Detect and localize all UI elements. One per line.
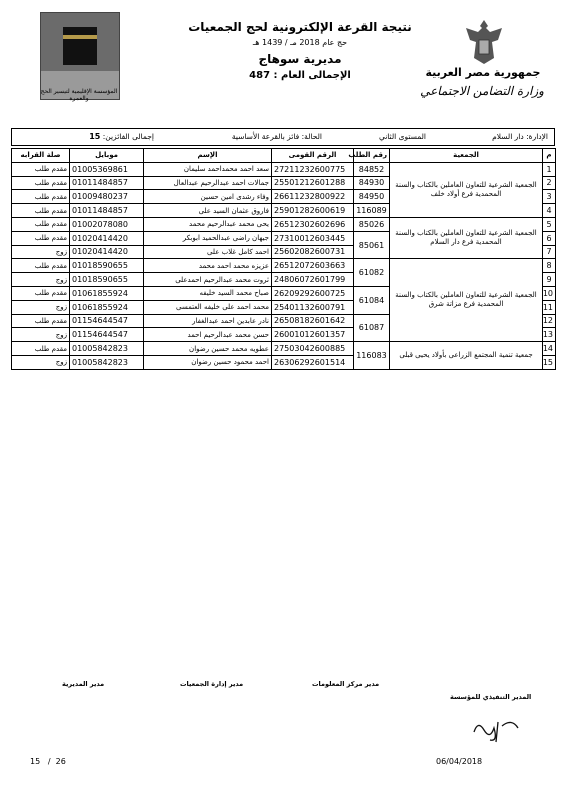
relation: مقدم طلب [12,162,70,176]
relation: زوج [12,273,70,287]
request-number: 61084 [354,286,390,314]
request-number: 61082 [354,259,390,287]
hajj-logo [40,12,120,100]
col-header-serial: م [543,149,556,163]
relation: مقدم طلب [12,259,70,273]
person-name: ثروت محمد عبدالرحيم احمدعلى [144,273,272,287]
mobile-number: 01061855924 [70,300,144,314]
national-id: 26611232800922 [272,190,354,204]
row-number: 13 [543,328,556,342]
admin-value: دار السلام [492,132,524,141]
relation: مقدم طلب [12,342,70,356]
page-title: نتيجة القرعة الإلكترونية لحج الجمعيات [188,20,412,34]
national-id: 25602082600731 [272,245,354,259]
ministry-name: وزارة التضامن الاجتماعي [420,84,544,98]
directorate-name: مديرية سوهاج [258,52,342,66]
level-value: الثاني [378,132,397,141]
request-number: 61087 [354,314,390,342]
row-number: 8 [543,259,556,273]
col-header-association: الجمعية [390,149,543,163]
mobile-number: 01011484857 [70,176,144,190]
person-name: فاروق عثمان السيد على [144,204,272,218]
person-name: عطويه محمد حسين رضوان [144,342,272,356]
page-current: 15 [30,757,41,766]
relation: مقدم طلب [12,190,70,204]
logo-caption: المؤسسة الإقليمية لتيسير الحج والعمرة [40,88,118,102]
association-cell: الجمعية الشرعية للتعاون العاملين بالكتاب والسنة المحمدية فرع أولاد خلف [390,162,543,217]
relation: مقدم طلب [12,204,70,218]
table-row [12,217,556,231]
level-info [379,132,426,141]
winners-label: إجمالى الفائزين: [102,132,154,141]
person-name: محمد احمد على خليفه العتمسى [144,300,272,314]
national-id: 26512302602696 [272,217,354,231]
page-subtitle: حج عام 2018 مـ / 1439 هـ [252,38,348,47]
mobile-number: 01154644547 [70,314,144,328]
admin-label: الإدارة: [526,132,548,141]
mobile-number: 01061855924 [70,286,144,300]
relation: مقدم طلب [12,176,70,190]
winners-table [11,148,556,370]
row-number: 12 [543,314,556,328]
winners-info [89,132,154,141]
relation: زوج [12,355,70,369]
person-name: وفاء رشدى امين حسين [144,190,272,204]
person-name: سعد احمد محمداحمد سليمان [144,162,272,176]
grand-total-label: الإجمالى العام : [273,70,351,81]
mobile-number: 01018590655 [70,259,144,273]
row-number: 1 [543,162,556,176]
grand-total [150,70,450,81]
grand-total-value: 487 [249,70,271,81]
person-name: نادر عابدين احمد عبدالغفار [144,314,272,328]
mobile-number: 01154644547 [70,328,144,342]
col-header-name: الإسم [144,149,272,163]
eagle-emblem-icon [462,18,506,66]
request-number: 116089 [354,204,390,218]
row-number: 15 [543,355,556,369]
relation: مقدم طلب [12,286,70,300]
status-info [232,132,322,141]
print-date: 06/04/2018 [436,757,483,766]
col-header-national-id: الرقم القومى [272,149,354,163]
mobile-number: 01002078080 [70,217,144,231]
status-value: فائز بالقرعة الأساسية [231,132,300,141]
info-bar [11,128,555,146]
sig-info-center-head: مدير مركز المعلومات [312,680,380,688]
person-name: جيهان راضى عبدالحميد ابوبكر [144,231,272,245]
sig-directorate-head: مدير المديرية [62,680,105,688]
kaaba-band [63,35,97,39]
relation: مقدم طلب [12,217,70,231]
page-separator: / [47,757,51,766]
person-name: حسن محمد عبدالرحيم احمد [144,328,272,342]
national-id: 25901282600619 [272,204,354,218]
table-header-row [12,149,556,163]
row-number: 6 [543,231,556,245]
kaaba-icon [63,27,97,65]
national-id: 26001012601357 [272,328,354,342]
request-number: 84950 [354,190,390,204]
row-number: 14 [543,342,556,356]
table-row [12,162,556,176]
request-number: 84852 [354,162,390,176]
mobile-number: 01011484857 [70,204,144,218]
table-row [12,259,556,273]
col-header-mobile: موبايل [70,149,144,163]
row-number: 4 [543,204,556,218]
national-id: 26209292600725 [272,286,354,300]
national-id: 26306292601514 [272,355,354,369]
mobile-number: 01018590655 [70,273,144,287]
row-number: 7 [543,245,556,259]
status-label: الحالة: [301,132,322,141]
association-cell: الجمعية الشرعية للتعاون العاملين بالكتاب والسنة المحمدية فرع مزاتة شرق [390,259,543,342]
row-number: 11 [543,300,556,314]
row-number: 5 [543,217,556,231]
person-name: صباح محمد السيد خليفه [144,286,272,300]
national-id: 25401132600791 [272,300,354,314]
row-number: 9 [543,273,556,287]
national-id: 27310012603445 [272,231,354,245]
association-cell: جمعية تنمية المجتمع الزراعى بأولاد يحيى قبلى [390,342,543,370]
mobile-number: 01020414420 [70,231,144,245]
national-id: 26508182601642 [272,314,354,328]
national-id: 26512072603663 [272,259,354,273]
admin-info [492,132,548,141]
national-id: 27211232600775 [272,162,354,176]
association-cell: الجمعية الشرعية للتعاون العاملين بالكتاب والسنة المحمدية فرع دار السلام [390,217,543,258]
mobile-number: 01005369861 [70,162,144,176]
relation: زوج [12,300,70,314]
request-number: 84930 [354,176,390,190]
row-number: 10 [543,286,556,300]
relation: زوج [12,328,70,342]
mobile-number: 01020414420 [70,245,144,259]
page-total: 26 [55,757,66,766]
request-number: 116083 [354,342,390,370]
mobile-number: 01009480237 [70,190,144,204]
level-label: المستوى [398,132,426,141]
mobile-number: 01005842823 [70,355,144,369]
national-id: 27503042600885 [272,342,354,356]
row-number: 3 [543,190,556,204]
col-header-request: رقم الطلب [354,149,390,163]
row-number: 2 [543,176,556,190]
relation: مقدم طلب [12,231,70,245]
relation: زوج [12,245,70,259]
winners-value: 15 [89,132,101,141]
request-number: 85061 [354,231,390,259]
person-name: احمد محمود حسين رضوان [144,355,272,369]
mobile-number: 01005842823 [70,342,144,356]
sig-executive-director: المدير التنفيذي للمؤسسة [450,693,532,701]
person-name: جمالات احمد عبدالرحيم عبدالعال [144,176,272,190]
col-header-relation: صلة القرابه [12,149,70,163]
request-number: 85026 [354,217,390,231]
handwritten-signature-icon [468,712,528,748]
sig-associations-head: مدير إدارة الجمعيات [180,680,244,688]
person-name: عزيزه محمد احمد محمد [144,259,272,273]
relation: مقدم طلب [12,314,70,328]
republic-name: جمهورية مصر العربية [425,66,541,79]
person-name: احمد كامل غلاب على [144,245,272,259]
national-id: 24806072601799 [272,273,354,287]
page-number [30,757,66,766]
national-id: 25501212601288 [272,176,354,190]
table-row [12,342,556,356]
person-name: يحى محمد عبدالرحيم محمد [144,217,272,231]
